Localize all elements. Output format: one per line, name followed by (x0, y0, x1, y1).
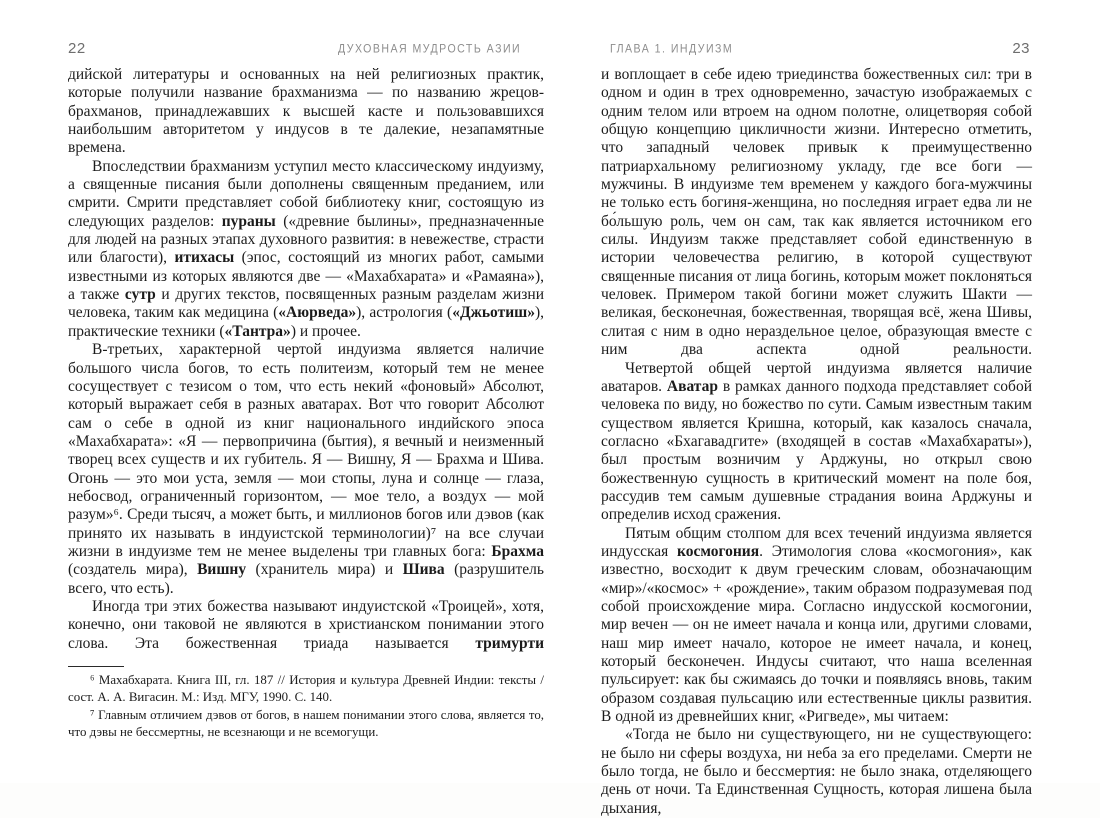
left-page-text-column (68, 66, 544, 742)
footnote: ⁷ Главным отличием дэвов от богов, в нашем понимании этого слова, является то, что дэвы не бессмертны, не всезнающи и не всемогущи. (68, 707, 544, 740)
body-paragraph: Иногда три этих божества называют индуистской «Троицей», хотя, конечно, они таковой не являются в христианском понимании этого слова. Эта божественная триада называется тримурти (68, 597, 544, 652)
body-paragraph: и воплощает в себе идею триединства божественных сил: три в одном и один в трех одновременно, зачастую изображаемых с одним телом или втроем на одном полотне, олицетворяя собой общую концепцию цикличности жизни. Интересно отметить, что западный человек привык к преимущественно патриархальному религиозному укладу, где все боги — мужчины. В индуизме тем временем у каждого бога-мужчины не только есть богиня-женщина, но последняя играет едва ли не бо́льшую роль, чем он сам, так как является источником его силы. Индуизм также представляет собой единственную в истории человечества религию, в которой существуют священные писания от лица богинь, которым может поклоняться человек. Примером такой богини может служить Шакти — великая, бесконечная, божественная, творящая всё, жена Шивы, слитая с ним в одно нераздельное целое, образующая вместе с ним два аспекта одной реальности. (601, 66, 1032, 359)
body-paragraph: В-третьих, характерной чертой индуизма является наличие большого числа богов, то есть политеизм, который тем не менее сосуществует с тезисом о том, что есть некий «фоновый» Абсолют, который выражает себя в разных аватарах. Вот что говорит Абсолют сам о себе в одной из книг национального индийского эпоса «Махабхарата»: «Я — первопричина (бытия), я вечный и неизменный творец всех существ и их губитель. Я — Вишну, Я — Брахма и Шива. Огонь — это мои уста, земля — мои стопы, луна и солнце — глаза, небосвод, ограниченный горизонтом, — мое тело, а воздух — мой разум»⁶. Среди тысяч, а может быть, и миллионов богов или дэвов (как принято их называть в индуистской терминологии)⁷ на все случаи жизни в индуизме тем не менее выделены три главных бога: Брахма (создатель мира), Вишну (хранитель мира) и Шива (разрушитель всего, что есть). (68, 341, 544, 597)
page-number-left: 22 (68, 40, 86, 57)
body-paragraph: «Тогда не было ни существующего, ни не существующего: не было ни сферы воздуха, ни неба за его пределами. Смерти не было тогда, не было и бессмертия: не было знака, отделяющего день от ночи. Та Единственная Сущность, которая лишена была дыхания, (601, 726, 1032, 817)
footnote-separator-rule (68, 666, 124, 667)
body-paragraph: Впоследствии брахманизм уступил место классическому индуизму, а священные писания были дополнены священным преданием, или смрити. Смрити представляет собой библиотеку книг, состоящую из следующих разделов: пураны («древние былины», предназначенные для людей на разных этапах духовного развития: в невежестве, страсти или благости), итихасы (эпос, состоящий из многих работ, самыми известными из которых являются две — «Махабхарата» и «Рамаяна»), а также сутр и других текстов, посвященных разным разделам жизни человека, таким как медицина («Аюрведа»), астрология («Джьотиш»), практические техники («Тантра») и прочее. (68, 157, 545, 340)
running-head-left: ДУХОВНАЯ МУДРОСТЬ АЗИИ (338, 43, 522, 56)
body-paragraph: дийской литературы и основанных на ней религиозных практик, которые получили название брахманизма — по названию жрецов-брахманов, принадлежавших к высшей касте и пользовавшихся наибольшим авторитетом у индусов в те далекие, незапамятные времена. (68, 66, 544, 157)
body-paragraph: Четвертой общей чертой индуизма является наличие аватаров. Аватар в рамках данного подхода представляет собой человека по виду, но божество по сути. Самым известным таким существом является Кришна, который, как казалось сначала, согласно «Бхагавадгите» (входящей в состав «Махабхараты»), был простым возничим у Арджуны, но открыл свою божественную сущность в критический момент на поле боя, рассудив тем самым душевные страдания воина Арджуны и определив исход сражения. (601, 359, 1032, 524)
running-head-right: ГЛАВА 1. ИНДУИЗМ (610, 43, 734, 56)
page-number-right: 23 (1012, 40, 1030, 57)
right-page-text-column (601, 66, 1032, 818)
footnotes-block (68, 666, 544, 742)
body-paragraph: Пятым общим столпом для всех течений индуизма является индусская космогония. Этимология слова «космогония», как известно, восходит к двум греческим словам, обозначающим «мир»/«космос» + «рождение», таким образом подразумевая под собой происхождение мира. Согласно индусской космогонии, мир вечен — он не имеет начала и конца или, другими словами, наш мир имеет начало, которое не имеет начала, и конец, который бесконечен. Индусы считают, что наша вселенная пульсирует: как бы сжимаясь до точки и появляясь вновь, таким образом создавая пульсацию или естественные циклы развития. В одной из древнейших книг, «Ригведе», мы читаем: (601, 524, 1032, 726)
footnote: ⁶ Махабхарата. Книга III, гл. 187 // История и культура Древней Индии: тексты / сост. А. А. Вигасин. М.: Изд. МГУ, 1990. С. 140. (68, 673, 544, 705)
